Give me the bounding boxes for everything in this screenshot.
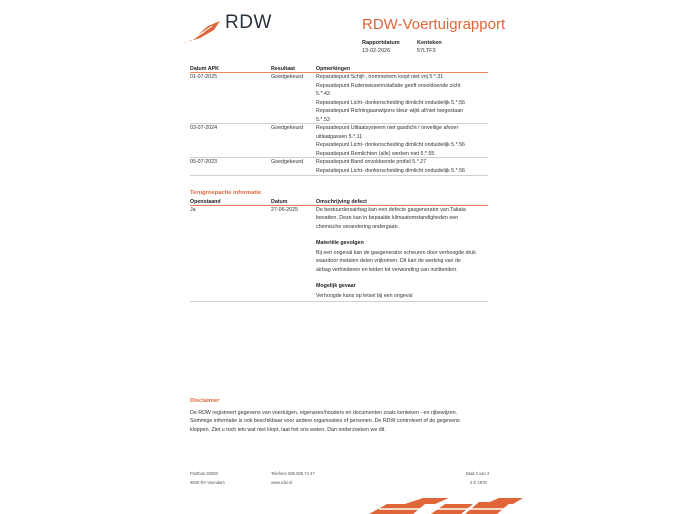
remark-line: Reparatiepunt Ruitenwisserinstallatie geeft onvoldoende zicht — [316, 82, 461, 89]
footer-code: 2 E 1978 — [470, 480, 487, 485]
material-line: Bij een ongeval kan de gasgenerator scheuren door verhoogde druk — [316, 250, 476, 256]
remark-line: Reparatiepunt Uitlaatsysteem niet gasdicht / onveilige afvoer — [316, 125, 459, 131]
apk-row-remarks — [316, 73, 465, 125]
plate-value: 57LTF3 — [417, 48, 436, 54]
remark-line: 5.*.53 — [316, 116, 330, 123]
apk-row-result: Goedgekeurd — [271, 74, 304, 80]
footer-city: 9640 RA Veendam — [190, 480, 225, 485]
recall-col-defect: Omschrijving defect — [316, 199, 367, 205]
disclaimer-line: kloppen. Ziet u toch iets wat niet klopt, laat het ons weten. Dan onderzoeken we dit. — [190, 426, 386, 433]
material-title: Materiële gevolgen — [316, 240, 364, 246]
disclaimer-title: Disclaimer — [190, 398, 220, 404]
remark-line: Reparatiepunt Richtingaanwijzers kleur wijkt af/niet toegestaan — [316, 108, 464, 115]
recall-title: Terugroepactie informatie — [190, 190, 262, 196]
remark-line: Reparatiepunt Licht- donkerscheiding dimlicht onduidelijk 5.*.56 — [316, 99, 465, 106]
row-divider — [190, 175, 488, 176]
material-text — [316, 249, 476, 274]
remark-line: 5.*.43 — [316, 91, 330, 98]
plate-label: Kenteken — [417, 40, 442, 46]
apk-col-remarks: Opmerkingen — [316, 66, 351, 72]
footer-postbus: Postbus 30000 — [190, 471, 218, 476]
report-date-label: Rapportdatum — [362, 40, 400, 46]
recall-col-open: Openstaand — [190, 199, 221, 205]
apk-col-result: Resultaat — [271, 66, 295, 72]
recall-open: Ja — [190, 207, 196, 213]
apk-col-date: Datum APK — [190, 66, 219, 72]
rdw-logo-icon — [178, 20, 222, 46]
apk-row-remarks — [316, 158, 465, 175]
remark-line: Reparatiepunt Band onvoldoende profiel 5.*.27 — [316, 159, 427, 165]
disclaimer-text — [190, 409, 460, 434]
footer-website[interactable]: www.rdw.nl — [271, 480, 292, 485]
apk-row-date: 05-07-2023 — [190, 159, 218, 165]
apk-row-date: 03-07-2024 — [190, 125, 218, 131]
disclaimer-line: Sommige informatie is ook beschikbaar voor andere organisaties of personen. De RDW controleert of de gegevens — [190, 418, 460, 425]
remark-line: Reparatiepunt Licht- donkerscheiding dimlicht onduidelijk 5.*.56 — [316, 142, 465, 149]
danger-title: Mogelijk gevaar — [316, 283, 356, 289]
footer-phone: Telefoon 088 008 74 47 — [271, 471, 315, 476]
remark-line: Reparatiepunt Schijf-, trommelrem loopt niet vrij 5.*.31 — [316, 74, 444, 80]
apk-row-result: Goedgekeurd — [271, 125, 304, 131]
report-title: RDW-Voertuigrapport — [362, 16, 506, 33]
footer-page: Blad 3 van 3 — [466, 471, 490, 476]
brand-name: RDW — [225, 12, 272, 33]
danger-line: Verhoogde kans op letsel bij een ongeval — [316, 293, 413, 299]
recall-defect — [316, 206, 466, 231]
apk-row-remarks — [316, 124, 465, 158]
remark-line: Reparatiepunt Remlichten (alle) werken niet 5.*.55 — [316, 150, 435, 157]
report-date: 13-02-2026 — [362, 48, 391, 54]
recall-date: 27-06-2025 — [271, 207, 299, 213]
apk-row-date: 01-07-2025 — [190, 74, 218, 80]
row-divider — [190, 301, 488, 302]
defect-line: De bestuurdersairbag kan een defecte gasgenerator van Takata — [316, 207, 466, 213]
recall-col-date: Datum — [271, 199, 288, 205]
rdw-stripes-icon — [365, 496, 525, 514]
remark-line: Reparatiepunt Licht- donkerscheiding dimlicht onduidelijk 5.*.56 — [316, 167, 465, 174]
defect-line: bevatten. Deze kan in bepaalde klimaatomstandigheden een — [316, 215, 459, 222]
apk-row-result: Goedgekeurd — [271, 159, 304, 165]
defect-line: chemische verandering ondergaan. — [316, 223, 400, 230]
material-line: waardoor metalen delen vrijkomen. Dit kan de werking van de — [316, 258, 461, 265]
disclaimer-line: De RDW registreert gegevens van voertuigen, eigenaren/houders en documenten zoals kenteken - en rijbewijzen. — [190, 410, 458, 416]
material-line: airbag verhinderen en leiden tot verwonding van inzittenden. — [316, 266, 458, 273]
remark-line: uitlaatgassen 5.*.11 — [316, 133, 363, 140]
